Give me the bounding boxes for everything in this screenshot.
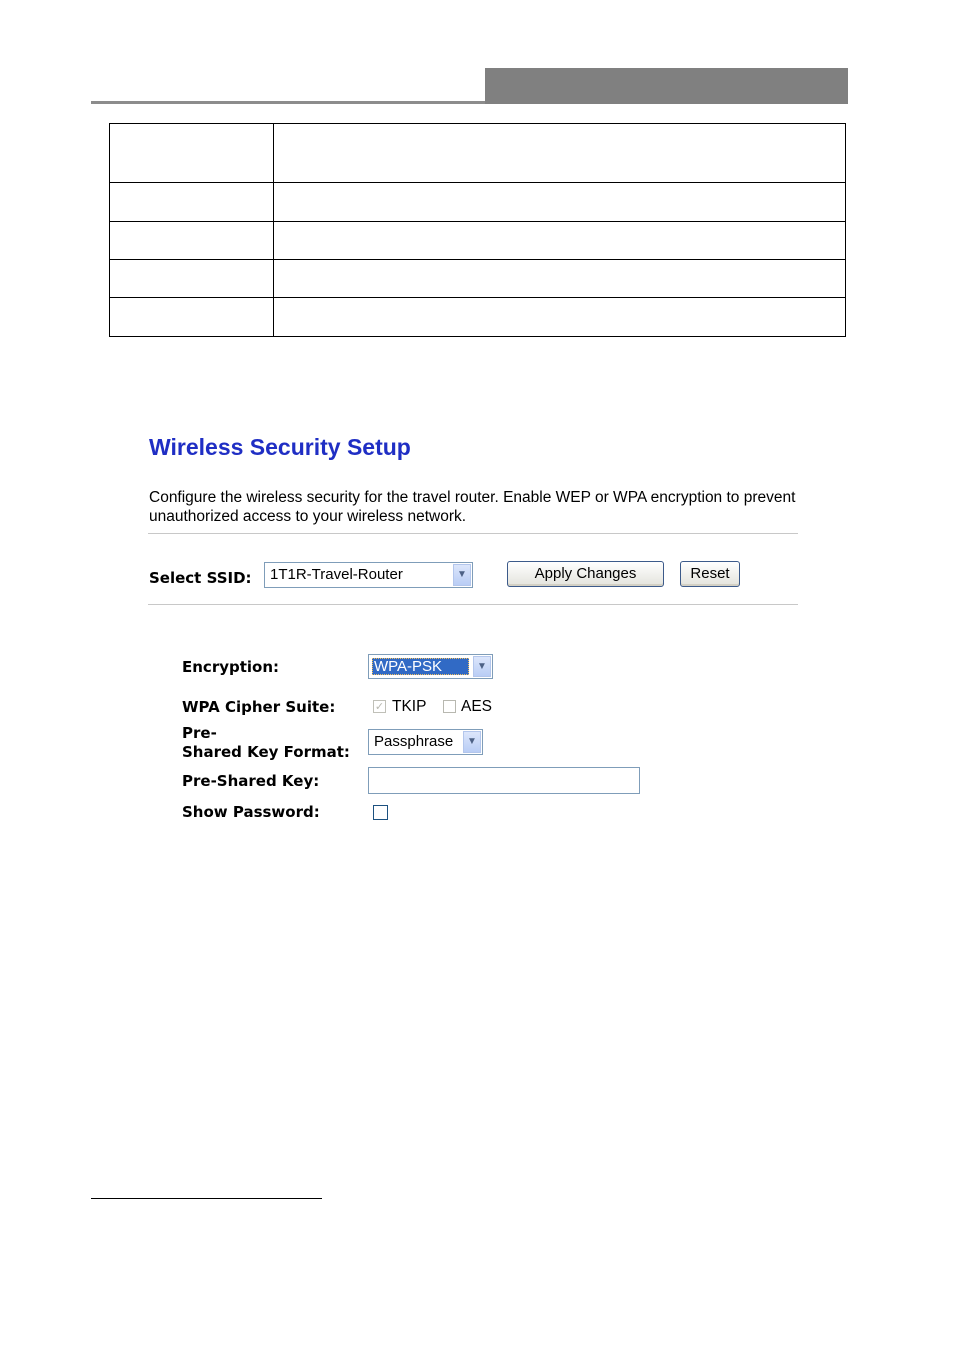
psk-label: Pre-Shared Key: <box>182 772 320 790</box>
document-table <box>109 123 846 337</box>
encryption-select[interactable] <box>368 654 493 679</box>
divider-bottom <box>148 604 798 605</box>
page-description: Configure the wireless security for the travel router. Enable WEP or WPA encryption to prevent unauthorized access to your wireless network. <box>149 489 796 525</box>
key-format-label-line2: Shared Key Format: <box>182 743 350 761</box>
chevron-down-icon[interactable]: ▼ <box>473 656 491 677</box>
cipher-suite-label: WPA Cipher Suite: <box>182 698 336 716</box>
select-ssid-label: Select SSID: <box>149 569 252 587</box>
psk-input[interactable] <box>368 767 640 794</box>
header-rule <box>91 101 485 104</box>
divider-top <box>148 533 798 534</box>
tkip-label: TKIP <box>392 698 427 715</box>
ssid-select[interactable] <box>264 562 473 588</box>
encryption-label: Encryption: <box>182 658 280 676</box>
footnote-rule <box>91 1198 322 1199</box>
apply-changes-button[interactable]: Apply Changes <box>507 561 664 587</box>
table-row <box>110 124 846 183</box>
aes-checkbox[interactable] <box>443 700 456 713</box>
encryption-select-value: WPA-PSK <box>374 658 443 675</box>
checkmark-icon: ✓ <box>374 700 385 713</box>
table-row <box>110 260 846 298</box>
page-title: Wireless Security Setup <box>149 434 411 460</box>
show-password-label: Show Password: <box>182 803 320 821</box>
reset-button[interactable]: Reset <box>680 561 740 587</box>
key-format-label-line1: Pre- <box>182 724 217 742</box>
chevron-down-icon[interactable]: ▼ <box>453 564 471 586</box>
tkip-checkbox[interactable] <box>373 700 386 713</box>
table-row <box>110 183 846 222</box>
key-format-select[interactable] <box>368 729 483 755</box>
ssid-select-value: 1T1R-Travel-Router <box>270 566 403 583</box>
aes-label: AES <box>461 698 493 715</box>
table-row <box>110 222 846 260</box>
key-format-select-value: Passphrase <box>374 733 454 750</box>
header-bar <box>485 68 848 104</box>
chevron-down-icon[interactable]: ▼ <box>463 731 481 753</box>
table-row <box>110 298 846 337</box>
show-password-checkbox[interactable] <box>373 805 388 820</box>
